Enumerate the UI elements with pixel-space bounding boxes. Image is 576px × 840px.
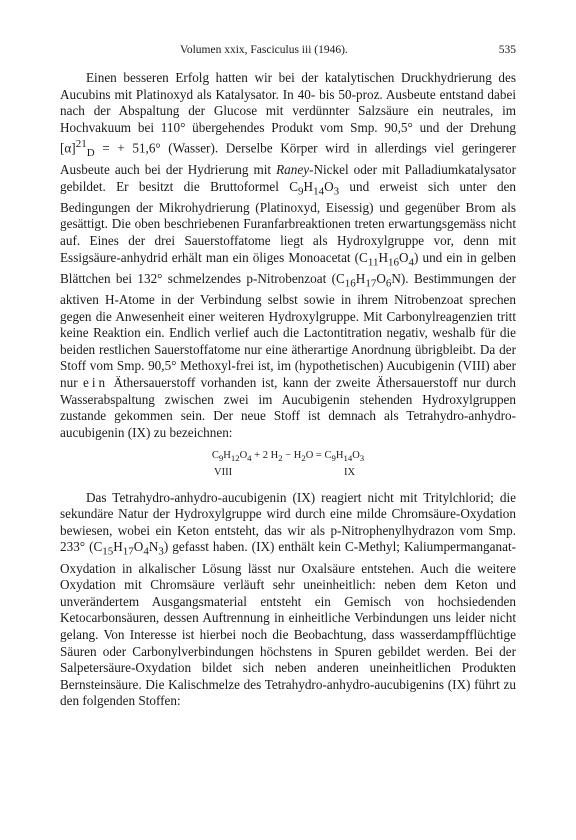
formula-element: H	[378, 249, 388, 265]
formula-sub: 4	[143, 545, 149, 558]
formula-sub: 9	[298, 185, 304, 198]
formula-sub: 3	[158, 545, 164, 558]
page-number: 535	[498, 44, 516, 56]
article-body	[60, 70, 516, 710]
formula-sub: 6	[385, 277, 392, 290]
eq-sub: 4	[247, 453, 252, 464]
formula-sub: 4	[408, 256, 415, 269]
eq-sub: 9	[218, 453, 224, 464]
paragraph-catalytic-hydrogenation	[60, 70, 516, 441]
formula-sub: 11	[367, 256, 379, 269]
journal-volume-header: Volumen xxix, Fasciculus iii (1946).	[180, 44, 348, 56]
raney-italic: Raney	[276, 162, 310, 177]
eq-part: C	[211, 450, 219, 462]
text-run: und erweist sich unter den Bedingungen der Mikrohydrierung (Platinoxyd, Eisessig) und gegenüber Brom als gesättigt. Die oben beschriebenen Furanfarbreaktionen treten erwartungsgemäss nicht auf. Eines der drei Sauerstoffatome liegt als Hydroxylgruppe vor, denn mit Essigsäure-anhydrid erhält man ein öliges Monoacetat (C	[60, 178, 516, 265]
rotation-d-line-sub: D	[86, 147, 95, 160]
formula-element: H	[303, 178, 314, 194]
eq-sub: 12	[230, 453, 240, 464]
equation-labels	[60, 466, 516, 480]
formula-element: N	[148, 539, 159, 555]
formula-element: H	[355, 270, 366, 286]
formula-sub: 15	[102, 545, 114, 558]
label-viii: VIII	[214, 466, 233, 478]
equation-line	[60, 449, 516, 465]
eq-part: O	[239, 450, 248, 462]
eq-sub: 3	[359, 453, 365, 464]
formula-sub: 17	[122, 545, 134, 558]
formula-sub: 14	[313, 185, 325, 198]
formula-element: O	[324, 178, 334, 194]
emphasized-ein: ein	[82, 375, 109, 391]
formula-sub: 17	[365, 277, 377, 290]
text-run: Das Tetrahydro-anhydro-aucubigenin (IX) reagiert nicht mit Tritylchlorid; die sekundäre Natur der Hydroxylgruppe wird durch eine milde Chromsäure-Oxydation bewiesen, wobei ein Keton entsteht, das wir als p-Nitrophenylhydrazon vom Smp. 233° (C	[60, 489, 516, 555]
formula-element: O	[398, 249, 409, 265]
text-run: ) gefasst haben. (IX) enthält kein C-Methyl; Kaliumpermanganat-Oxydation in alkalischer Lösung lässt nur Oxalsäure entstehen. Auch die weitere Oxydation mit Chromsäure verläuft sehr uneinheitlich: neben dem Keton und unverändertem Ausgangsmaterial entsteht ein Gemisch von hochsiedenden Ketocarbonsäuren, dessen Auftrennung in einheitliche Verbindungen uns leider nicht gelang. Von Interesse ist hierbei noch die Beobachtung, dass wasserdampfflüchtige Säuren oder Carbonylverbindungen höchstens in Spuren gebildet werden. Bei der Salpetersäure-Oxydation bildet sich neben anderen uneinheitlichen Produkten Bernsteinsäure. Die Kalischmelze des Tetrahydro-anhydro-aucubigenins (IX) führt zu den folgenden Stoffen:	[60, 539, 516, 709]
text-run: Äthersauerstoff vorhanden ist, kann der zweite Äthersauerstoff nur durch Wasserabspaltung zwischen zwei im Aucubigenin stehenden Hydroxylgruppen zustande gekommen sein. Der neue Stoff ist demnach als Tetrahydro-anhydro-aucubigenin (IX) zu bezeichnen:	[60, 375, 516, 440]
label-ix: IX	[344, 466, 356, 478]
formula-element: H	[113, 539, 123, 555]
eq-part: H	[335, 450, 344, 462]
formula-sub: 16	[387, 256, 399, 269]
text-run: N). Bestimmungen der aktiven H-Atome in der Verbindung selbst sowie in ihrem Nitrobenzoat sprechen gegen die Anwesenheit einer weiteren Hydroxylgruppe. Mit Carbonylreagenzien tritt keine Reaktion ein. Endlich verlief auch die Lactontitration negativ, weshalb für die beiden restlichen Sauerstoffatome nur eine ätherartige Anordnung übrigbleibt. Da der Stoff vom Smp. 90,5° Methoxyl-frei ist, im (hypothetischen) Aucubigenin (VIII) aber nur	[60, 270, 516, 391]
text-run: -Nickel oder mit Palladiumkatalysator gebildet. Er besitzt die Bruttoformel C	[60, 162, 516, 194]
text-run: Einen besseren Erfolg hatten wir bei der katalytischen Druckhydrierung des Aucubins mit Platinoxyd als Katalysator. In 40- bis 50-proz. Ausbeute entstand dabei nach der Abspaltung der Glucose mit verdünnter Salzsäure ein neutrales, im Hochvakuum bei 110° übergehendes Produkt vom Smp. 90,5° und der Drehung [α]	[60, 70, 516, 156]
eq-part: − H	[282, 450, 302, 462]
formula-element: O	[133, 539, 144, 555]
eq-part: O	[352, 450, 360, 462]
rotation-temperature-sup: 21	[75, 138, 87, 151]
eq-part: O = C	[305, 450, 332, 462]
eq-part: + 2 H	[251, 450, 279, 462]
eq-part: H	[223, 450, 231, 462]
formula-sub: 3	[333, 185, 340, 198]
eq-sub: 9	[331, 453, 336, 464]
eq-sub: 2	[278, 453, 283, 464]
formula-element: O	[376, 270, 386, 286]
eq-sub: 14	[343, 453, 353, 464]
formula-sub: 16	[344, 277, 356, 290]
running-head	[60, 44, 516, 60]
paragraph-oxidation-studies	[60, 490, 516, 710]
text-run: = + 51,6° (Wasser). Derselbe Körper wird in allerdings viel geringerer Ausbeute auch bei der Hydrierung mit	[60, 140, 516, 177]
eq-sub: 2	[301, 453, 306, 464]
reaction-equation	[60, 449, 516, 479]
text-run: ) und ein in gelben Blättchen bei 132° schmelzendes p-Nitrobenzoat (C	[60, 249, 516, 286]
